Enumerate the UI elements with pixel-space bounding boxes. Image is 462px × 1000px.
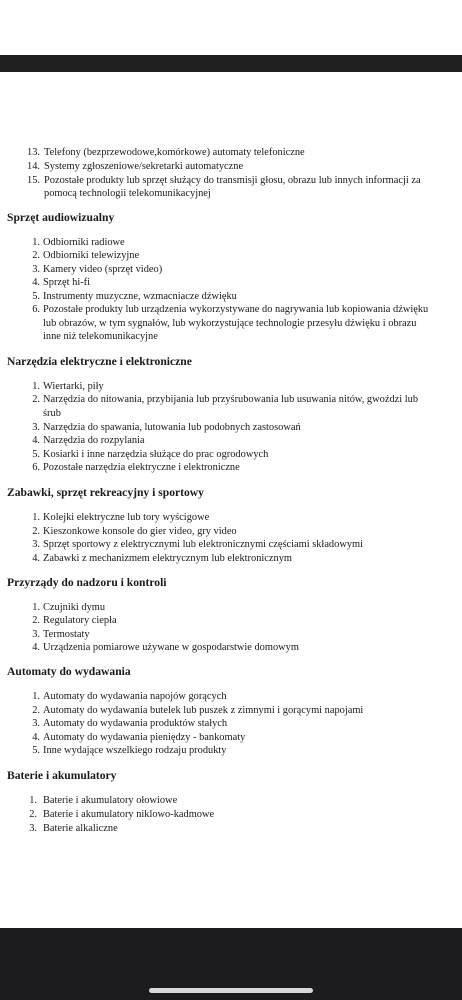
list-item-text: Kosiarki i inne narzędzia służące do prac ogrodowych: [43, 449, 269, 460]
list-item-text: Zabawki z mechanizmem elektrycznym lub elektronicznym: [43, 553, 292, 564]
list-item-text: Pozostałe produkty lub urządzenia wykorzystywane do nagrywania lub kopiowania dźwięku: [43, 304, 429, 315]
list-item-number: 5.: [32, 291, 40, 302]
list-item-text: Narzędzia do spawania, lutowania lub podobnych zastosowań: [43, 422, 301, 433]
list-item-text: pomocą technologii telekomunikacyjnej: [44, 188, 211, 199]
list-item-text: Odbiorniki telewizyjne: [43, 250, 140, 261]
list-item-text: Regulatory ciepła: [43, 615, 117, 626]
list-item-number: 2.: [32, 615, 40, 626]
section-heading: Automaty do wydawania: [7, 665, 131, 678]
list-item-number: 2.: [32, 250, 40, 261]
list-item-text: lub obrazów, w tym sygnałów, lub wykorzystujące technologie przesyłu dźwięku i obrazu: [43, 318, 417, 329]
list-item-text: Sprzęt sportowy z elektrycznymi lub elektronicznymi częściami składowymi: [43, 539, 363, 550]
list-item-number: 1.: [32, 381, 40, 392]
list-item-number: 6.: [32, 462, 40, 473]
list-item-text: Sprzęt hi-fi: [43, 277, 91, 288]
list-item-number: 1.: [32, 512, 40, 523]
list-item-text: Automaty do wydawania produktów stałych: [43, 718, 228, 729]
list-item-number: 15.: [27, 175, 40, 186]
list-item-number: 4.: [32, 642, 40, 653]
list-item-number: 2.: [29, 809, 37, 820]
list-item-text: Termostaty: [43, 629, 90, 640]
section-heading: Narzędzia elektryczne i elektroniczne: [7, 355, 192, 368]
list-item-text: Kolejki elektryczne lub tory wyścigowe: [43, 512, 210, 523]
list-item-number: 4.: [32, 435, 40, 446]
section-heading: Zabawki, sprzęt rekreacyjny i sportowy: [7, 486, 204, 499]
list-item-text: Czujniki dymu: [43, 602, 106, 613]
list-item-number: 3.: [29, 823, 37, 834]
list-item-text: Instrumenty muzyczne, wzmacniacze dźwięku: [43, 291, 237, 302]
list-item-number: 3.: [32, 718, 40, 729]
list-item-text: Automaty do wydawania butelek lub puszek z zimnymi i gorącymi napojami: [43, 705, 364, 716]
list-item-number: 2.: [32, 394, 40, 405]
list-item-number: 2.: [32, 526, 40, 537]
section-heading: Baterie i akumulatory: [7, 769, 117, 782]
list-item-text: Narzędzia do rozpylania: [43, 435, 145, 446]
top-dark-strip: [0, 55, 462, 72]
list-item-number: 5.: [32, 449, 40, 460]
list-item-text: Odbiorniki radiowe: [43, 237, 125, 248]
list-item-text: Kieszonkowe konsole do gier video, gry video: [43, 526, 237, 537]
list-item-number: 4.: [32, 553, 40, 564]
section-heading: Przyrządy do nadzoru i kontroli: [7, 576, 167, 589]
list-item-text: Pozostałe narzędzia elektryczne i elektroniczne: [43, 462, 240, 473]
list-item-text: Baterie alkaliczne: [43, 823, 118, 834]
list-item-number: 13.: [27, 147, 40, 158]
list-item-number: 1.: [29, 795, 37, 806]
list-item-number: 3.: [32, 422, 40, 433]
list-item-number: 6.: [32, 304, 40, 315]
list-item-number: 1.: [32, 691, 40, 702]
list-item-text: śrub: [43, 408, 61, 419]
list-item-number: 3.: [32, 539, 40, 550]
list-item-text: Telefony (bezprzewodowe,komórkowe) automaty telefoniczne: [44, 147, 305, 158]
list-item-text: Automaty do wydawania napojów gorących: [43, 691, 227, 702]
list-item-number: 3.: [32, 629, 40, 640]
list-item-text: Narzędzia do nitowania, przybijania lub przyśrubowania lub usuwania nitów, gwoździ lub: [43, 394, 419, 405]
top-bar: [0, 0, 462, 58]
list-item-number: 3.: [32, 264, 40, 275]
list-item-text: Automaty do wydawania pieniędzy - bankomaty: [43, 732, 246, 743]
list-item-text: Wiertarki, piły: [43, 381, 104, 392]
list-item-text: Pozostałe produkty lub sprzęt służący do transmisji głosu, obrazu lub innych informacji za: [44, 175, 421, 186]
list-item-text: Baterie i akumulatory niklowo-kadmowe: [43, 809, 215, 820]
list-item-number: 5.: [32, 745, 40, 756]
list-item-text: Systemy zgłoszeniowe/sekretarki automatyczne: [44, 161, 244, 172]
list-item-number: 4.: [32, 277, 40, 288]
list-item-text: Kamery video (sprzęt video): [43, 264, 163, 275]
list-item-number: 2.: [32, 705, 40, 716]
list-item-text: Baterie i akumulatory ołowiowe: [43, 795, 178, 806]
section-heading: Sprzęt audiowizualny: [7, 211, 115, 224]
list-item-number: 4.: [32, 732, 40, 743]
list-item-text: inne niż telekomunikacyjne: [43, 331, 158, 342]
list-item-text: Urządzenia pomiarowe używane w gospodarstwie domowym: [43, 642, 299, 653]
list-item-number: 1.: [32, 602, 40, 613]
list-item-text: Inne wydające wszelkiego rodzaju produkty: [43, 745, 227, 756]
list-item-number: 1.: [32, 237, 40, 248]
list-item-number: 14.: [27, 161, 40, 172]
home-indicator[interactable]: [149, 988, 313, 993]
